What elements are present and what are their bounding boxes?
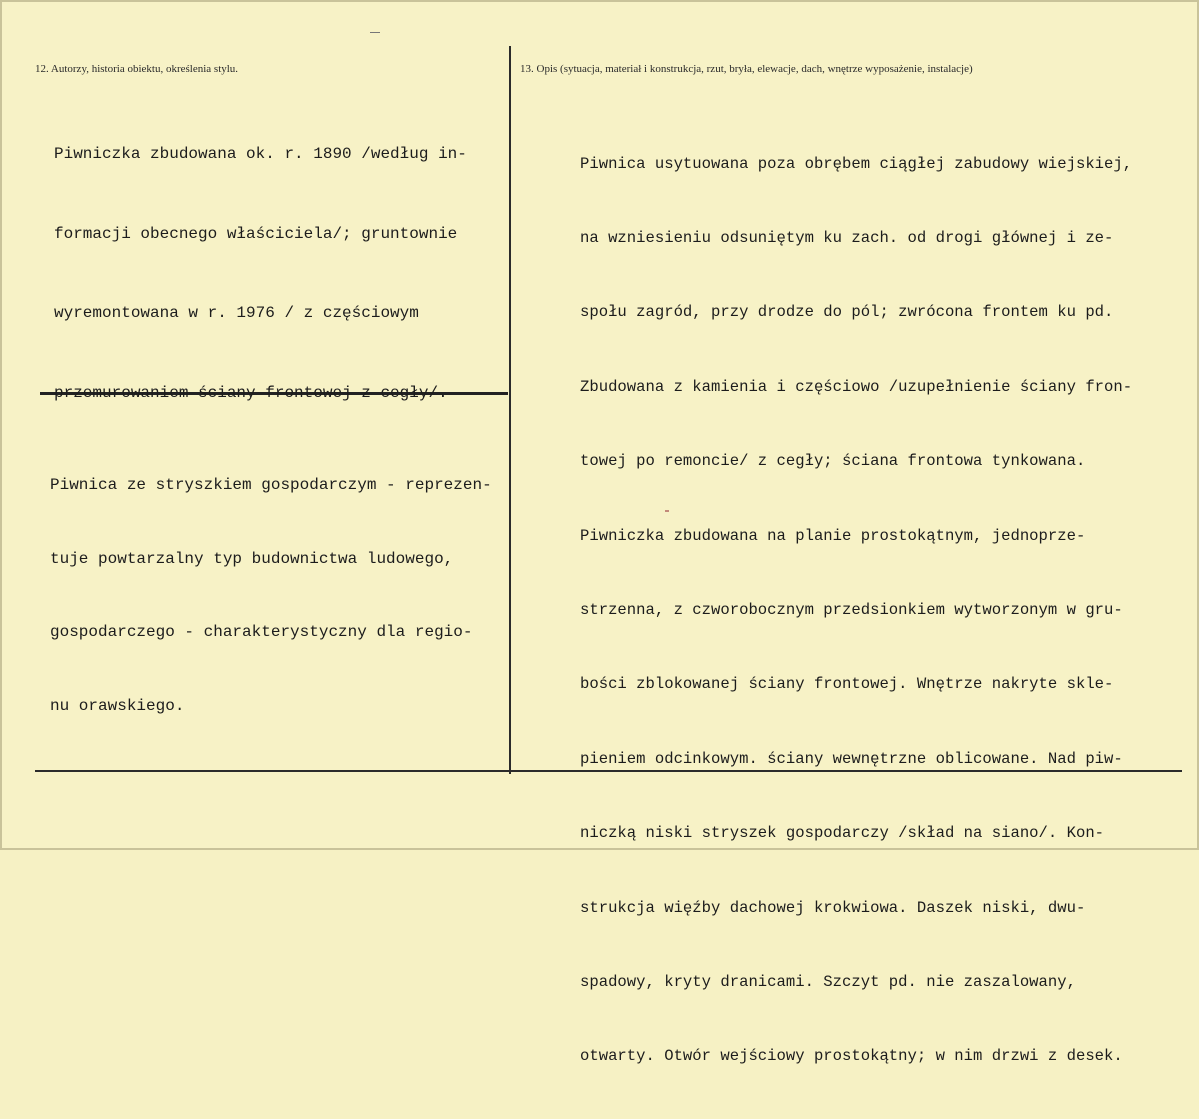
text-line: Piwniczka zbudowana na planie prostokątnym, jednoprze-: [580, 526, 1086, 545]
text-line: strzenna, z czworobocznym przedsionkiem wytworzonym w gru-: [580, 600, 1123, 619]
text-line: na wzniesieniu odsuniętym ku zach. od drogi głównej i ze-: [580, 228, 1114, 247]
section-12-text: [54, 88, 467, 459]
text-line: społu zagród, przy drodze do pól; zwrócona frontem ku pd.: [580, 303, 1114, 322]
paper-speck: [665, 510, 669, 512]
text-line: Piwniczka zbudowana ok. r. 1890 /według in-: [54, 145, 467, 163]
assessment-text: [50, 424, 492, 767]
text-line: gospodarczego - charakterystyczny dla regio-: [50, 623, 473, 641]
column-divider: [509, 46, 511, 774]
text-line: towej po remoncie/ z cegły; ściana frontowa tynkowana.: [580, 452, 1086, 471]
text-line: bości zblokowanej ściany frontowej. Wnętrze nakryte skle-: [580, 675, 1114, 694]
decorative-tick: [370, 32, 380, 33]
text-line: niczką niski stryszek gospodarczy /skład na siano/. Kon-: [580, 824, 1105, 843]
text-line: otwarty. Otwór wejściowy prostokątny; w nim drzwi z desek.: [580, 1047, 1123, 1066]
text-line: formacji obecnego właściciela/; gruntownie: [54, 224, 458, 243]
text-line: Zbudowana z kamienia i częściowo /uzupełnienie ściany fron-: [580, 377, 1133, 396]
text-line: przemurowaniem ściany frontowej z cegły/.: [54, 383, 448, 402]
text-line: Piwnica ze stryszkiem gospodarczym - reprezen-: [50, 476, 492, 494]
text-line: tuje powtarzalny typ budownictwa ludowego,: [50, 549, 454, 568]
section-12-label: 12. Autorzy, historia obiektu, określenia stylu.: [35, 63, 239, 75]
text-line: nu orawskiego.: [50, 696, 185, 715]
text-line: wyremontowana w r. 1976 / z częściowym: [54, 304, 419, 322]
text-line: spadowy, kryty dranicami. Szczyt pd. nie zaszalowany,: [580, 972, 1076, 991]
section-13-text: [580, 102, 1132, 1119]
text-line: Piwnica usytuowana poza obrębem ciągłej zabudowy wiejskiej,: [580, 154, 1133, 173]
section-13-label: 13. Opis (sytuacja, materiał i konstrukcja, rzut, bryła, elewacje, dach, wnętrze wyposażenie, instalacje): [520, 63, 973, 75]
text-line: pieniem odcinkowym. ściany wewnętrzne oblicowane. Nad piw-: [580, 749, 1123, 768]
text-line: strukcja więźby dachowej krokwiowa. Daszek niski, dwu-: [580, 898, 1086, 917]
